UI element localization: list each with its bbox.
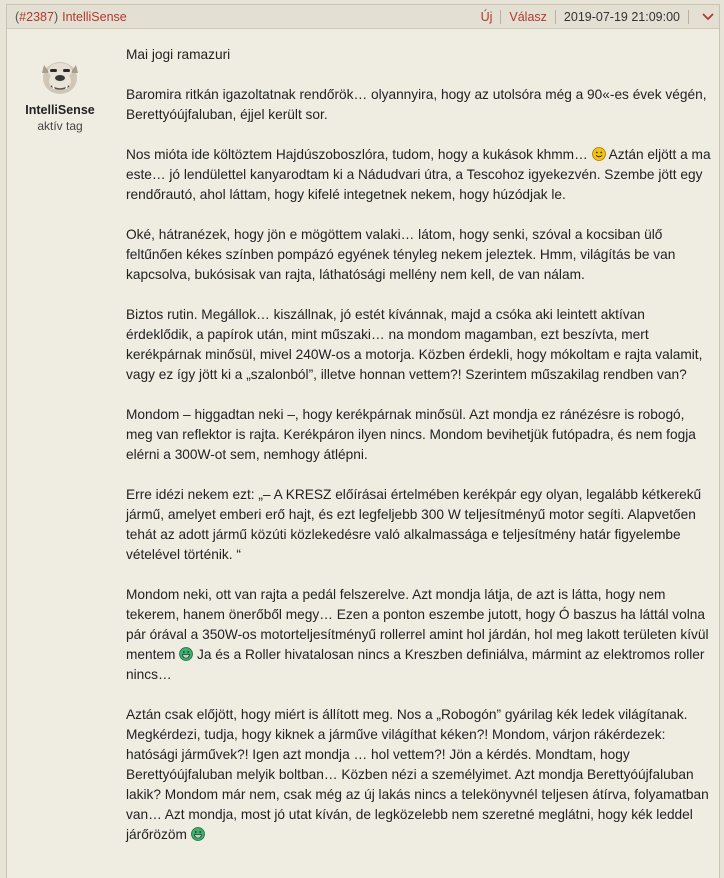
new-link[interactable]: Új — [480, 9, 493, 24]
paragraph: Erre idézi nekem ezt: „– A KRESZ előírásai értelmében kerékpár egy olyan, legalább kétkerekű jármű, amelyet emberi erő hajt, és ezt legfeljebb 300 W teljesítményű motor segíti. Alapvetően tehát az adott jármű közúti közlekedésre való alkalmassága e teljesítmény határ figyelembe vételével történik. “ — [126, 487, 702, 562]
paragraph: Aztán csak előjött, hogy miért is állított meg. Nos a „Robogón” gyárilag kék ledek világítanak. Megkérdezi, tudja, hogy kiknek a járműve világíthat kéken?! Mondom, várjon rákérdezek: hatósági járművek?! Igen azt mondja … hol vettem?! Jön a kérdés. Mondtam, hogy Berettyóújfaluban melyik boltban… Közben nézi a személyimet. Azt mondja Berettyóújfaluban lakik? Mondom már nem, csak még az új lakás nincs a telekönyvnél teljesen átírva, folyamatban van… Azt mondja, most jó utat kíván, de legközelebb nem szeretné meglátni, hogy kék leddel járőrözöm — [126, 707, 709, 842]
post-number[interactable]: (#2387) — [15, 9, 59, 24]
paragraph: Oké, hátranézek, hogy jön e mögöttem valaki… látom, hogy senki, szóval a kocsiban ülő feltűnően kékes színben pompázó egyének tényleg nekem jeleztek. Hmm, világítás be van kapcsolva, bukósisak van rajta, láthatósági mellény nem kell, de van nálam. — [126, 227, 676, 282]
divider — [688, 10, 689, 24]
divider — [555, 10, 556, 24]
username[interactable]: IntelliSense — [25, 103, 95, 117]
post-author-link[interactable]: IntelliSense — [62, 9, 127, 24]
bulldog-avatar-icon[interactable] — [36, 51, 84, 99]
paragraph: Biztos rutin. Megállok… kiszállnak, jó estét kívánnak, majd a csóka aki leintett aktívan érdeklődik, a papírok után, mint műszaki… na mondom magamban, ezt beszívta, mert kerékpárnak minősül, mivel 240W-os a motorja. Közben érdekli, hogy mókoltam e rajta valamit, vagy ez így jött ki a „szalonból”, illetve honnan vettem?! Szerintem műszakilag rendben van? — [126, 307, 703, 382]
divider — [500, 10, 501, 24]
grin-emoji-icon — [191, 827, 205, 841]
user-rank: aktív tag — [37, 119, 83, 133]
paragraph: Mondom neki, ott van rajta a pedál felszerelve. Azt mondja látja, de azt is látta, hogy nem tekerem, hanem önerőből megy… Ezen a ponton eszembe jutott, hogy Ó baszus ha láttál volna pár órával a 350W-os motorteljesítményű rollerrel amint hol járdán, hol meg lakott területen kívül mentem Ja és a Roller hivatalosan nincs a Kreszben definiálva, mármint az elektromos roller nincs… — [126, 587, 709, 682]
reply-link[interactable]: Válasz — [509, 9, 547, 24]
post-title: Mai jogi ramazuri — [126, 47, 231, 62]
paragraph: Nos mióta ide költöztem Hajdúszoboszlóra, tudom, hogy a kukások khmm… Aztán eljött a ma este… jó lendülettel kanyarodtam ki a Nádudvari útra, a Tescohoz igyekezvén. Szembe jött egy rendőrautó, ahol láttam, hogy kifelé integetnek nekem, hogy húzódjak le. — [126, 147, 711, 202]
post-header — [7, 5, 719, 29]
user-info — [7, 29, 113, 133]
paragraph: Baromira ritkán igazoltatnak rendőrök… olyannyira, hogy az utolsóra még a 90«-es évek végén, Berettyóújfaluban, éjjel került sor. — [126, 87, 707, 122]
post-body — [126, 45, 714, 865]
smile-emoji-icon — [592, 147, 606, 161]
paragraph: Mondom – higgadtan neki –, hogy kerékpárnak minősül. Azt mondja ez ránézésre is robogó, meg van reflektor is rajta. Kerékpáron ilyen nincs. Mondom bevihetjük futópadra, és nem fogja elérni a 300W-ot sem, nemhogy átlépni. — [126, 407, 696, 462]
grin-emoji-icon — [179, 647, 193, 661]
post-datetime: 2019-07-19 21:09:00 — [563, 9, 680, 24]
chevron-down-icon[interactable] — [697, 13, 719, 21]
forum-post — [6, 4, 720, 878]
